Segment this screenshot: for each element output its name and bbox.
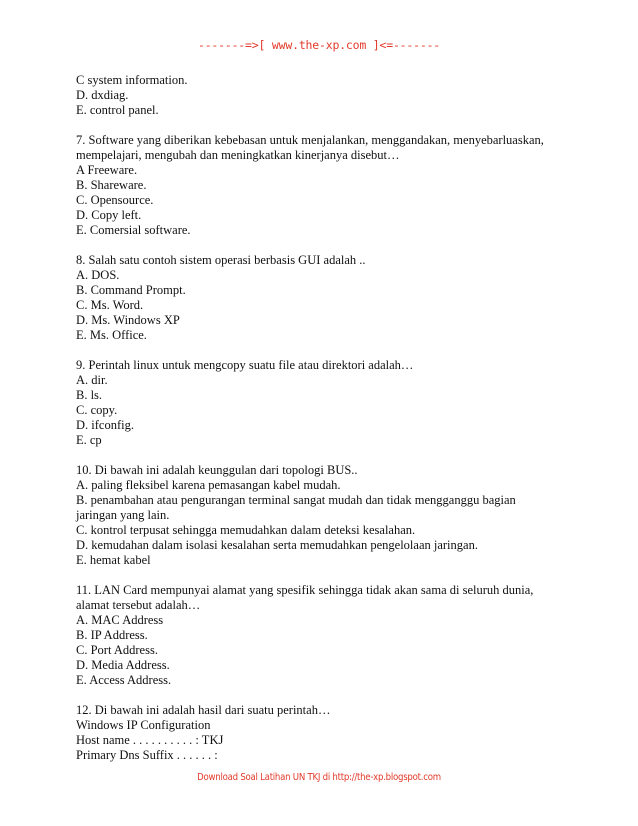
text-line: 9. Perintah linux untuk mengcopy suatu file atau direktori adalah… xyxy=(76,358,414,372)
question-block-continued xyxy=(76,73,576,118)
text-line: B. Shareware. xyxy=(76,178,147,192)
block-spacer xyxy=(76,238,576,253)
question-block xyxy=(76,253,576,343)
text-line: E. Access Address. xyxy=(76,673,172,687)
text-line: C. kontrol terpusat sehingga memudahkan dalam deteksi kesalahan. xyxy=(76,523,416,537)
question-block xyxy=(76,703,576,763)
text-line: jaringan yang lain. xyxy=(76,508,170,522)
text-line: E. hemat kabel xyxy=(76,553,151,567)
text-line: A. paling fleksibel karena pemasangan kabel mudah. xyxy=(76,478,341,492)
text-line: 8. Salah satu contoh sistem operasi berbasis GUI adalah .. xyxy=(76,253,366,267)
text-line: A. DOS. xyxy=(76,268,120,282)
text-line: 11. LAN Card mempunyai alamat yang spesifik sehingga tidak akan sama di seluruh dunia, xyxy=(76,583,534,597)
text-line: E. Comersial software. xyxy=(76,223,191,237)
text-line: C. Ms. Word. xyxy=(76,298,144,312)
block-spacer xyxy=(76,343,576,358)
page-footer: Download Soal Latihan UN TKJ di http://the-xp.blogspot.com xyxy=(197,772,441,783)
page-header: -------=>[ www.the-xp.com ]<=------- xyxy=(197,38,441,52)
block-spacer xyxy=(76,448,576,463)
text-line: A. dir. xyxy=(76,373,108,387)
text-line: Host name . . . . . . . . . . : TKJ xyxy=(76,733,224,747)
block-spacer xyxy=(76,688,576,703)
text-line: mempelajari, mengubah dan meningkatkan kinerjanya disebut… xyxy=(76,148,400,162)
question-content xyxy=(76,73,576,763)
text-line: C. copy. xyxy=(76,403,118,417)
text-line: A Freeware. xyxy=(76,163,138,177)
block-spacer xyxy=(76,118,576,133)
text-line: 10. Di bawah ini adalah keunggulan dari topologi BUS.. xyxy=(76,463,358,477)
text-line: alamat tersebut adalah… xyxy=(76,598,201,612)
text-line: D. Media Address. xyxy=(76,658,170,672)
text-line: D. ifconfig. xyxy=(76,418,134,432)
text-line: C system information. xyxy=(76,73,188,87)
question-block xyxy=(76,463,576,568)
block-spacer xyxy=(76,568,576,583)
text-line: D. dxdiag. xyxy=(76,88,129,102)
text-line: E. cp xyxy=(76,433,102,447)
text-line: B. Command Prompt. xyxy=(76,283,186,297)
question-block xyxy=(76,358,576,448)
text-line: B. penambahan atau pengurangan terminal sangat mudah dan tidak mengganggu bagian xyxy=(76,493,516,507)
text-line: A. MAC Address xyxy=(76,613,164,627)
text-line: 7. Software yang diberikan kebebasan untuk menjalankan, menggandakan, menyebarluaskan, xyxy=(76,133,544,147)
text-line: C. Opensource. xyxy=(76,193,154,207)
text-line: Primary Dns Suffix . . . . . . : xyxy=(76,748,218,762)
text-line: D. Ms. Windows XP xyxy=(76,313,180,327)
text-line: D. Copy left. xyxy=(76,208,142,222)
text-line: B. ls. xyxy=(76,388,103,402)
question-block xyxy=(76,133,576,238)
text-line: D. kemudahan dalam isolasi kesalahan serta memudahkan pengelolaan jaringan. xyxy=(76,538,478,552)
text-line: C. Port Address. xyxy=(76,643,158,657)
text-line: B. IP Address. xyxy=(76,628,148,642)
text-line: 12. Di bawah ini adalah hasil dari suatu perintah… xyxy=(76,703,331,717)
text-line: E. control panel. xyxy=(76,103,159,117)
question-block xyxy=(76,583,576,688)
text-line: E. Ms. Office. xyxy=(76,328,147,342)
text-line: Windows IP Configuration xyxy=(76,718,211,732)
